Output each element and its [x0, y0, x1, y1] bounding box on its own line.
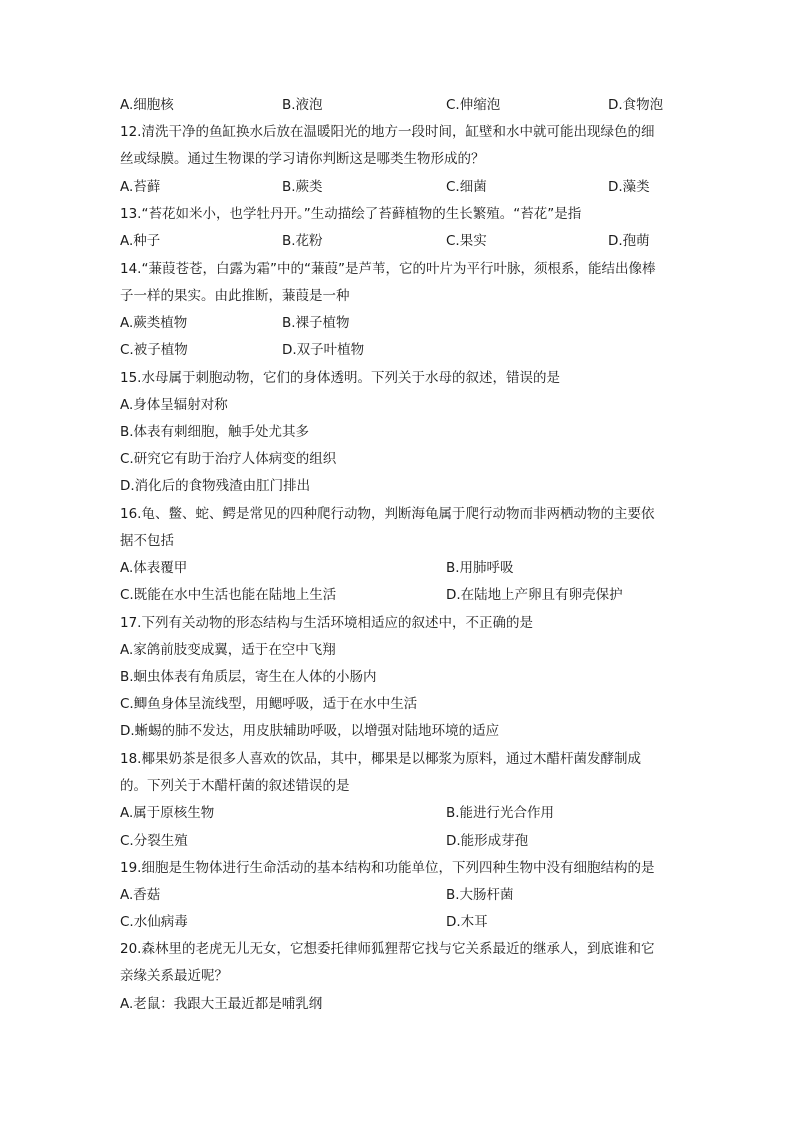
q19-option-a: A.香菇	[120, 887, 161, 903]
q16-option-b: B.用肺呼吸	[446, 560, 514, 576]
q13-option-b: B.花粉	[282, 233, 323, 249]
q15-option-d: D.消化后的食物残渣由肛门排出	[120, 478, 311, 494]
q11-option-d: D.食物泡	[608, 97, 664, 113]
q16-option-a: A.体表覆甲	[120, 560, 188, 576]
q18-option-b: B.能进行光合作用	[446, 805, 555, 821]
q16-option-d: D.在陆地上产卵且有卵壳保护	[446, 587, 623, 603]
q17-option-d: D.蜥蜴的肺不发达，用皮肤辅助呼吸，以增强对陆地环境的适应	[120, 723, 500, 739]
q17-option-a: A.家鸽前肢变成翼，适于在空中飞翔	[120, 642, 336, 658]
q14-option-d: D.双子叶植物	[282, 342, 365, 358]
q19-option-b: B.大肠杆菌	[446, 887, 514, 903]
q15-option-b: B.体表有刺细胞，触手处尤其多	[120, 424, 310, 440]
q13-option-a: A.种子	[120, 233, 161, 249]
q18-option-c: C.分裂生殖	[120, 833, 188, 849]
q12-stem-line-1: 12.清洗干净的鱼缸换水后放在温暖阳光的地方一段时间，缸壁和水中就可能出现绿色的细	[120, 124, 655, 140]
q14-option-b: B.裸子植物	[282, 315, 350, 331]
q11-option-c: C.伸缩泡	[446, 97, 501, 113]
q17-option-c: C.鲫鱼身体呈流线型，用鳃呼吸，适于在水中生活	[120, 696, 418, 712]
q12-option-b: B.蕨类	[282, 179, 323, 195]
q13-option-c: C.果实	[446, 233, 487, 249]
q18-stem-line-2: 的。下列关于木醋杆菌的叙述错误的是	[120, 778, 350, 794]
q12-option-c: C.细菌	[446, 179, 487, 195]
q17-option-b: B.蛔虫体表有角质层，寄生在人体的小肠内	[120, 669, 377, 685]
q20-stem-line-1: 20.森林里的老虎无儿无女，它想委托律师狐狸帮它找与它关系最近的继承人，到底谁和它	[120, 941, 655, 957]
q16-stem-line-2: 据不包括	[120, 533, 174, 549]
q12-stem-line-2: 丝或绿膜。通过生物课的学习请你判断这是哪类生物形成的？	[120, 151, 485, 167]
q19-option-d: D.木耳	[446, 914, 488, 930]
q19-stem-line-1: 19.细胞是生物体进行生命活动的基本结构和功能单位，下列四种生物中没有细胞结构的是	[120, 860, 655, 876]
q15-option-c: C.研究它有助于治疗人体病变的组织	[120, 451, 337, 467]
q12-option-d: D.藻类	[608, 179, 650, 195]
q14-option-a: A.蕨类植物	[120, 315, 188, 331]
q14-option-c: C.被子植物	[120, 342, 188, 358]
q16-option-c: C.既能在水中生活也能在陆地上生活	[120, 587, 337, 603]
q12-option-a: A.苔藓	[120, 179, 161, 195]
q13-stem-line-1: 13.“苔花如米小，也学牡丹开。”生动描绘了苔藓植物的生长繁殖。“苔花”是指	[120, 206, 582, 222]
q14-stem-line-2: 子一样的果实。由此推断，蒹葭是一种	[120, 288, 350, 304]
q17-stem-line-1: 17.下列有关动物的形态结构与生活环境相适应的叙述中，不正确的是	[120, 615, 533, 631]
q16-stem-line-1: 16.龟、鳖、蛇、鳄是常见的四种爬行动物，判断海龟属于爬行动物而非两栖动物的主要依	[120, 506, 655, 522]
q11-option-b: B.液泡	[282, 97, 323, 113]
q19-option-c: C.水仙病毒	[120, 914, 188, 930]
q11-option-a: A.细胞核	[120, 97, 174, 113]
q18-option-d: D.能形成芽孢	[446, 833, 529, 849]
q13-option-d: D.孢萌	[608, 233, 650, 249]
q18-option-a: A.属于原核生物	[120, 805, 215, 821]
q15-option-a: A.身体呈辐射对称	[120, 397, 228, 413]
q18-stem-line-1: 18.椰果奶茶是很多人喜欢的饮品，其中，椰果是以椰浆为原料，通过木醋杆菌发酵制成	[120, 751, 641, 767]
q20-option-a: A.老鼠：我跟大王最近都是哺乳纲	[120, 996, 323, 1012]
q14-stem-line-1: 14.“蒹葭苍苍，白露为霜”中的“蒹葭”是芦苇，它的叶片为平行叶脉，须根系，能结出像棒	[120, 261, 656, 277]
q15-stem-line-1: 15.水母属于刺胞动物，它们的身体透明。下列关于水母的叙述，错误的是	[120, 370, 560, 386]
q20-stem-line-2: 亲缘关系最近呢？	[120, 968, 228, 984]
